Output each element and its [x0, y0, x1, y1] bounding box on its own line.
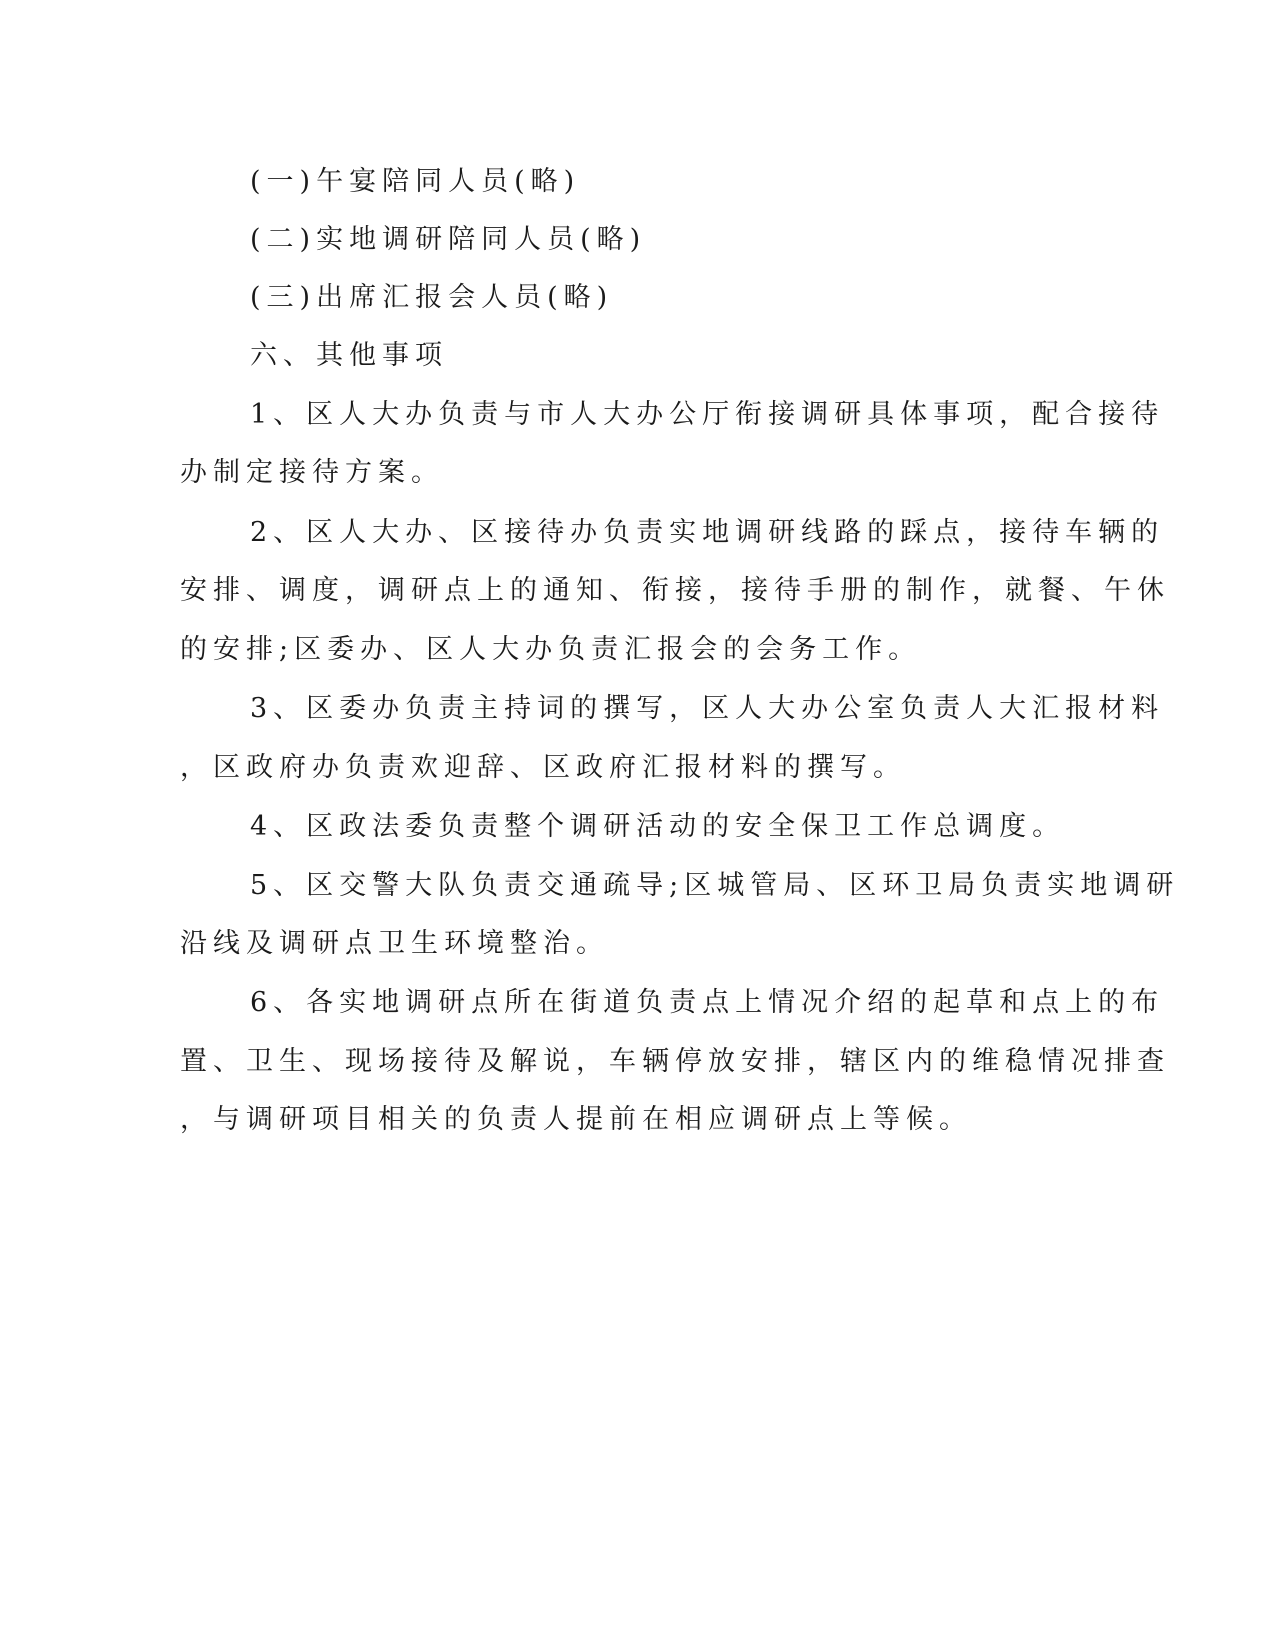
paragraph-6-line-2: 置、卫生、现场接待及解说，车辆停放安排，辖区内的维稳情况排查	[180, 1046, 1170, 1077]
paragraph-3-line-1: 3、区委办负责主持词的撰写，区人大办公室负责人大汇报材料	[250, 693, 1165, 724]
paragraph-2-line-2: 安排、调度，调研点上的通知、衔接，接待手册的制作，就餐、午休	[180, 575, 1170, 606]
item-briefing-attendees: (三)出席汇报会人员(略)	[250, 282, 614, 313]
paragraph-5-line-1: 5、区交警大队负责交通疏导;区城管局、区环卫局负责实地调研	[250, 870, 1180, 901]
paragraph-2-line-1: 2、区人大办、区接待办负责实地调研线路的踩点，接待车辆的	[250, 517, 1165, 548]
paragraph-2-line-3: 的安排;区委办、区人大办负责汇报会的会务工作。	[180, 634, 922, 665]
paragraph-6-line-1: 6、各实地调研点所在街道负责点上情况介绍的起草和点上的布	[250, 987, 1165, 1018]
paragraph-3-line-2: ，区政府办负责欢迎辞、区政府汇报材料的撰写。	[180, 752, 906, 783]
paragraph-6-line-3: ，与调研项目相关的负责人提前在相应调研点上等候。	[180, 1104, 972, 1135]
item-lunch-companions: (一)午宴陪同人员(略)	[250, 166, 581, 197]
section-heading-other-matters: 六、其他事项	[250, 340, 448, 371]
paragraph-1-line-2: 办制定接待方案。	[180, 457, 444, 488]
item-field-research-companions: (二)实地调研陪同人员(略)	[250, 224, 647, 255]
paragraph-1-line-1: 1、区人大办负责与市人大办公厅衔接调研具体事项，配合接待	[250, 399, 1165, 430]
paragraph-5-line-2: 沿线及调研点卫生环境整治。	[180, 928, 609, 959]
paragraph-4-line-1: 4、区政法委负责整个调研活动的安全保卫工作总调度。	[250, 811, 1066, 842]
